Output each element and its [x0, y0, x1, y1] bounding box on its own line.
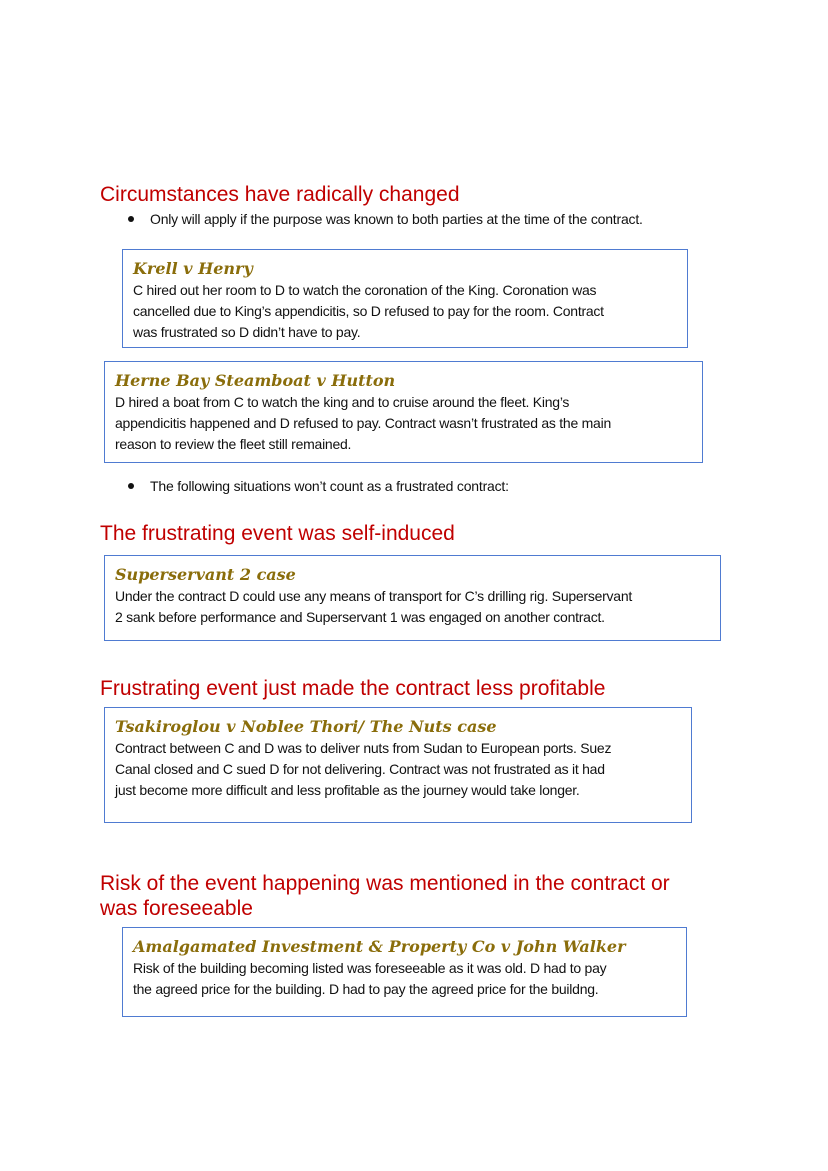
case-text-line: was frustrated so D didn’t have to pay.: [133, 324, 361, 340]
case-text-line: Canal closed and C sued D for not delivering. Contract was not frustrated as it had: [115, 761, 605, 777]
bullet-not-frustrated: [128, 477, 509, 495]
heading-foreseeable: [100, 871, 670, 921]
case-title: Krell v Henry: [133, 259, 253, 278]
heading-line: Risk of the event happening was mentioned in the contract or: [100, 872, 670, 895]
case-text-line: Under the contract D could use any means of transport for C’s drilling rig. Superservant: [115, 588, 632, 604]
heading-less-profitable: Frustrating event just made the contract less profitable: [100, 677, 606, 700]
case-box-superservant: [104, 555, 721, 641]
case-text-line: C hired out her room to D to watch the coronation of the King. Coronation was: [133, 282, 597, 298]
case-box-krell: [122, 249, 688, 348]
case-title: Tsakiroglou v Noblee Thori/ The Nuts case: [115, 717, 497, 736]
heading-self-induced: The frustrating event was self-induced: [100, 522, 455, 545]
bullet-icon: [128, 216, 134, 222]
case-text-line: cancelled due to King’s appendicitis, so D refused to pay for the room. Contract: [133, 303, 604, 319]
case-text-line: Risk of the building becoming listed was foreseeable as it was old. D had to pay: [133, 960, 607, 976]
case-text-line: 2 sank before performance and Superservant 1 was engaged on another contract.: [115, 609, 605, 625]
case-text-line: D hired a boat from C to watch the king and to cruise around the fleet. King’s: [115, 394, 570, 410]
heading-line: was foreseeable: [100, 897, 253, 920]
case-box-herne-bay: [104, 361, 703, 463]
case-title: Amalgamated Investment & Property Co v John Walker: [133, 937, 626, 956]
case-title: Superservant 2 case: [115, 565, 296, 584]
case-title: Herne Bay Steamboat v Hutton: [115, 371, 396, 390]
bullet-text: The following situations won’t count as a frustrated contract:: [150, 478, 509, 494]
case-box-amalgamated: [122, 927, 687, 1017]
case-text-line: Contract between C and D was to deliver nuts from Sudan to European ports. Suez: [115, 740, 612, 756]
bullet-text: Only will apply if the purpose was known to both parties at the time of the contract.: [150, 211, 643, 227]
case-text-line: just become more difficult and less profitable as the journey would take longer.: [115, 782, 580, 798]
bullet-icon: [128, 483, 134, 489]
case-text-line: reason to review the fleet still remained.: [115, 436, 352, 452]
heading-radically-changed: Circumstances have radically changed: [100, 183, 460, 206]
case-box-tsakiroglou: [104, 707, 692, 823]
case-text-line: appendicitis happened and D refused to pay. Contract wasn’t frustrated as the main: [115, 415, 611, 431]
case-text-line: the agreed price for the building. D had to pay the agreed price for the buildng.: [133, 981, 599, 997]
bullet-purpose-known: [128, 210, 643, 228]
